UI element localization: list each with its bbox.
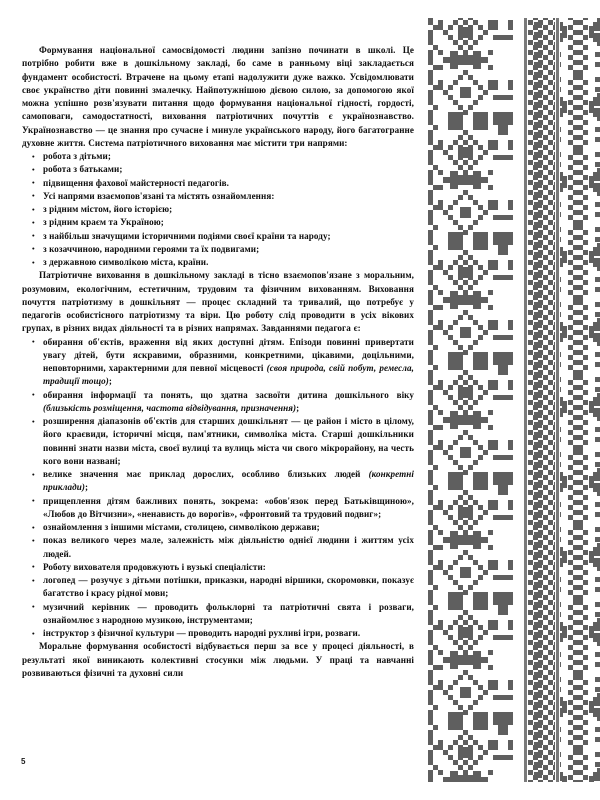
list-item-text-before: велике значення має приклад дорослих, особливо близьких людей [43,469,369,479]
list-item-text-before: обирання інформації та понять, що здатна засвоїти дитина дошкільного віку [43,389,414,400]
list-item-text-before: ознайомлення з іншими містами, столицею, символікою держави; [43,522,320,532]
ukrainian-cross-stitch-border [428,0,600,800]
page-number: 5 [21,757,26,766]
bullet-list-directions [22,150,414,269]
list-item-italic: (конкретні приклади) [43,469,414,493]
list-item: • з державною символікою міста, країни. [22,256,414,269]
zigzag-edge-band [428,18,438,782]
sub-intro-2: • Роботу вихователя продовжують і вузькі спеціалісти: [22,561,414,574]
list-item: • робота з дітьми; [22,150,414,163]
list-item: • з найбільш значущими історичними подіями своєї країни та народу; [22,230,414,243]
ornament-svg [428,0,600,800]
list-item [22,389,414,416]
list-item [22,336,414,389]
list-item: • з козаччиною, народними героями та їх подвигами; [22,243,414,256]
separator-rule [524,18,527,782]
checker-triangle-band [528,18,555,782]
bullet-list-tasks [22,336,414,641]
list-item-text-after: ; [296,402,300,413]
list-item-italic: (близькість розміщення, частота відвідування, призначення) [43,402,297,413]
list-item-text-before: показ великого через мале, залежність між діяльністю однієї людини і життям усіх людей. [43,535,414,559]
list-item-text-after: ; [108,376,112,387]
list-item-italic: (своя природа, свій побут, ремесла, традиції тощо) [43,363,414,387]
list-item [22,521,414,534]
list-item [22,534,414,561]
text-column [22,44,414,680]
list-item [22,468,414,495]
list-item-text-before: розширення діапазонів об'єктів для старших дошкільнят — це район і місто в цілому, його краєвиди, історичні місця, пам'ятники, символіка міста. Старші дошкільники повинні знати назви міста, своєї вулиці та вулиць міста чи свого мікрорайону, на честь кого вони названі; [43,416,414,466]
floral-rosette-band [560,18,600,782]
list-item: • музичний керівник — проводить фольклорні та патріотичні свята і розваги, ознайомлює з народною музикою, інструментами; [22,601,414,628]
separator-rule [556,18,559,782]
list-item: • логопед — розучує з дітьми потішки, приказки, народні віршики, скоромовки, показує багатство і красу рідної мови; [22,574,414,601]
list-item-text-after: ; [84,482,89,493]
list-item: • інструктор з фізичної культури — проводить народні рухливі ігри, розваги. [22,627,414,640]
list-item-text-before: прищеплення дітям бажливих понять, зокрема: «обов'язок перед Батьківщиною», «Любов до Вітчизни», «ненависть до ворогів», «фронтовий та трудовий подвиг»; [43,495,414,519]
paragraph-2: Патріотичне виховання в дошкільному закладі в тісно взаємопов'язане з моральним, розумовим, екологічним, естетичним, трудовим та фізичним вихованням. Виховання почуття патріотизму в дошкільнят — процес складний та тривалий, що потребує у педагогів особистісного патріотизму та віри. Цю роботу слід проводити в усіх вікових групах, в різних видах діяльності та в різних напрямах. Завданнями педагога є: [22,270,414,334]
list-item: • робота з батьками; [22,163,414,176]
diamond-rhombus-band [438,18,513,782]
list-item [22,495,414,522]
list-item: • з рідним краєм та Україною; [22,216,414,229]
paragraph-1: Формування національної самосвідомості людини запізно починати в школі. Це потрібно робити вже в дошкільному закладі, бо саме в ранньому віці закладається фундамент особистості. Втрачене на цьому етапі надолужити дуже важко. Усвідомлювати своє українство діти повинні змалечку. Найпотужнішою дієвою силою, за допомогою якої можна успішно розв'язувати питання щодо формування національної гідності, гордості, самоповаги, самодостатності, виховання патріотичних почуттів є українознавство. Українознавство — це знання про сучасне і минуле українського народу, його багатогранне духовне життя. Система патріотичного виховання має містити три напрями: [22,45,414,148]
sub-intro-1: • Усі напрями взаємопов'язані та містять ознайомлення: [22,190,414,203]
list-item: • підвищення фахової майстерності педагогів. [22,177,414,190]
paragraph-3: Моральне формування особистості відбувається перш за все у процесі діяльності, в результаті якої виникають колективні стосунки між людьми. У праці та навчанні розвиваються фізичні та духовні сили [22,641,414,678]
list-item: • з рідним містом, його історією; [22,203,414,216]
list-item-text-before: обирання об'єктів, враження від яких доступні дітям. Епізоди повинні привертати увагу дітей, бути яскравими, образними, конкретними, цікавими, доцільними, неповторними, характерними для певної місцевості [43,336,414,373]
list-item [22,415,414,468]
